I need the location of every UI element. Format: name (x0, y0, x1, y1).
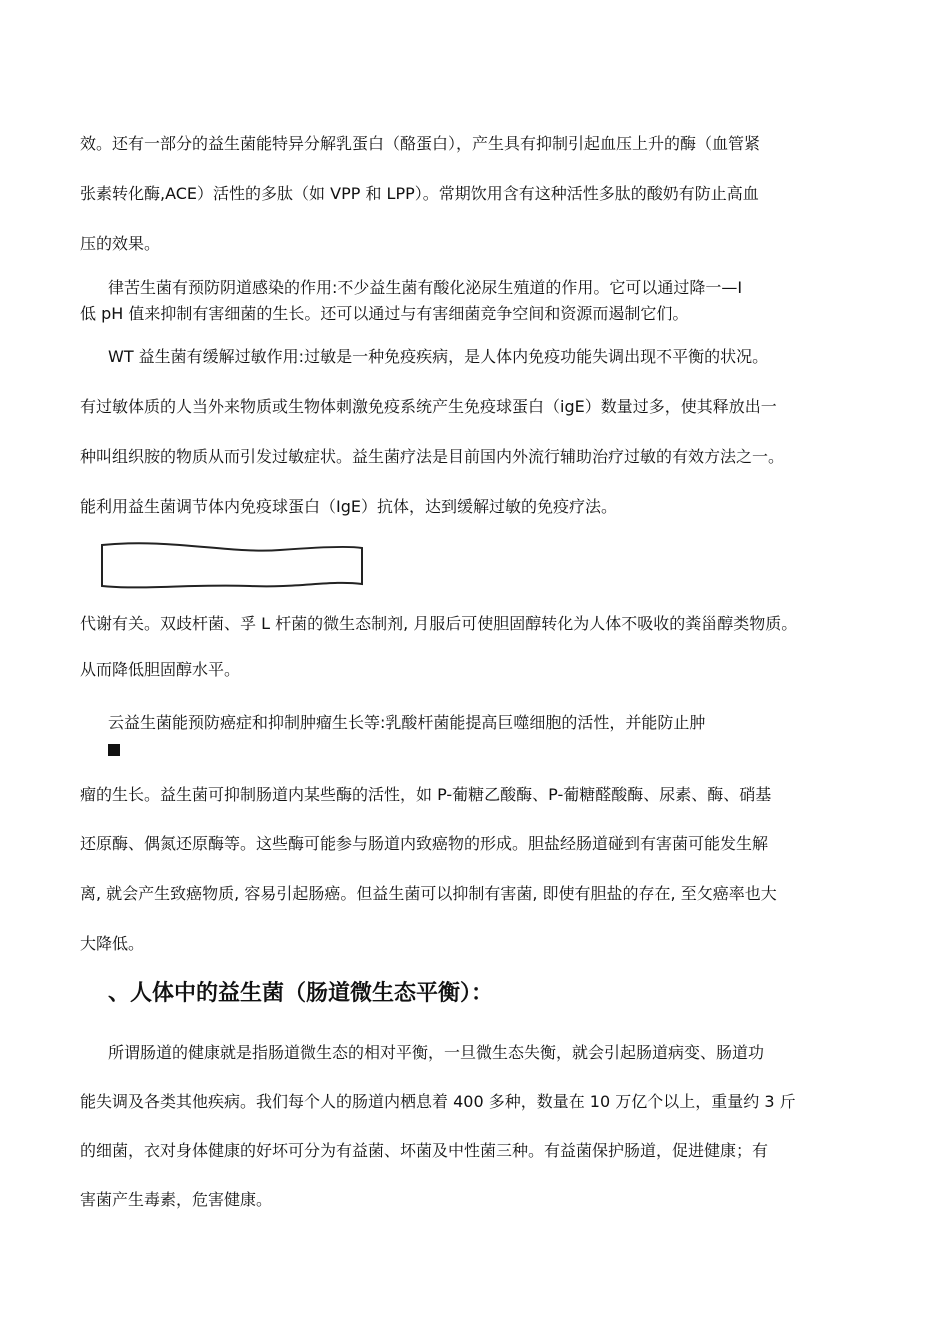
paragraph-line: 云益生菌能预防癌症和抑制肿瘤生长等:乳酸杆菌能提高巨噬细胞的活性，并能防止肿 (108, 713, 706, 732)
paragraph-line: 压的效果。 (80, 234, 161, 253)
paragraph-line: 律苦生菌有预防阴道感染的作用:不少益生菌有酸化泌尿生殖道的作用。它可以通过降一—I (108, 278, 743, 297)
paragraph-line: 大降低。 (80, 934, 145, 953)
section-heading: 、人体中的益生菌（肠道微生态平衡）： (108, 981, 494, 1006)
wavy-banner-graphic (100, 540, 366, 590)
paragraph-line: 有过敏体质的人当外来物质或生物体刺激免疫系统产生免疫球蛋白（igE）数量过多，使其释放出一 (80, 397, 777, 416)
paragraph-line: 效。还有一部分的益生菌能特异分解乳蛋白（酪蛋白），产生具有抑制引起血压上升的酶（血管紧 (80, 134, 761, 153)
paragraph-line: 张素转化酶,ACE）活性的多肽（如 VPP 和 LPP）。常期饮用含有这种活性多肽的酸奶有防止高血 (80, 184, 759, 203)
paragraph-line: 所谓肠道的健康就是指肠道微生态的相对平衡，一旦微生态失衡，就会引起肠道病变、肠道功 (108, 1043, 765, 1062)
paragraph-line: 的细菌，衣对身体健康的好坏可分为有益菌、坏菌及中性菌三种。有益菌保护肠道，促进健康；有 (80, 1141, 769, 1160)
paragraph-line: 种叫组织胺的物质从而引发过敏症状。益生菌疗法是目前国内外流行辅助治疗过敏的有效方法之一。 (80, 447, 785, 466)
paragraph-line: 害菌产生毒素，危害健康。 (80, 1190, 273, 1209)
paragraph-line: WT 益生菌有缓解过敏作用:过敏是一种免疫疾病，是人体内免疫功能失调出现不平衡的状况。 (108, 347, 769, 366)
paragraph-line: 瘤的生长。益生菌可抑制肠道内某些酶的活性，如 P-葡糖乙酸酶、P-葡糖醛酸酶、尿素、酶、硝基 (80, 785, 772, 804)
paragraph-line: 从而降低胆固醇水平。 (80, 660, 241, 679)
paragraph-line: 代谢有关。双歧杆菌、孚 L 杆菌的微生态制剂, 月服后可使胆固醇转化为人体不吸收的粪甾醇类物质。 (80, 614, 798, 633)
square-bullet (108, 744, 120, 756)
paragraph-line: 能利用益生菌调节体内免疫球蛋白（IgE）抗体，达到缓解过敏的免疫疗法。 (80, 497, 617, 516)
paragraph-line: 离, 就会产生致癌物质, 容易引起肠癌。但益生菌可以抑制有害菌, 即使有胆盐的存在, 至攵癌率也大 (80, 884, 777, 903)
paragraph-line: 还原酶、偶氮还原酶等。这些酶可能参与肠道内致癌物的形成。胆盐经肠道碰到有害菌可能发生解 (80, 834, 769, 853)
paragraph-line: 低 pH 值来抑制有害细菌的生长。还可以通过与有害细菌竞争空间和资源而遏制它们。 (80, 304, 689, 323)
paragraph-line: 能失调及各类其他疾病。我们每个人的肠道内栖息着 400 多种，数量在 10 万亿个以上，重量约 3 斤 (80, 1092, 796, 1111)
